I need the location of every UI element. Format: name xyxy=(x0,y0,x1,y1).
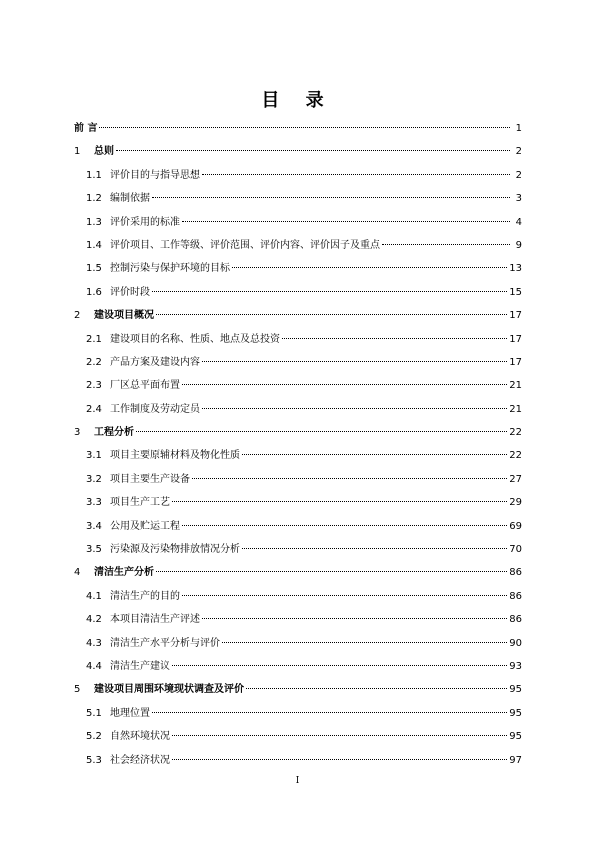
toc-entry-page: 29 xyxy=(509,497,522,509)
toc-subsection-entry[interactable] xyxy=(74,725,522,748)
toc-entry-page: 70 xyxy=(509,544,522,556)
dot-leader xyxy=(182,525,507,526)
toc-entry-page: 2 xyxy=(515,146,522,158)
toc-entry-number: 1.1 xyxy=(86,169,102,181)
dot-leader xyxy=(172,501,507,502)
toc-entry-page: 95 xyxy=(509,684,522,696)
toc-entry-page: 1 xyxy=(515,123,522,134)
toc-entry-title: 建设项目概况 xyxy=(94,310,154,322)
toc-entry-title: 社会经济状况 xyxy=(110,754,170,766)
toc-entry-number: 1.5 xyxy=(86,263,102,275)
toc-chapter-entry[interactable] xyxy=(74,678,522,701)
toc-entry-page: 2 xyxy=(515,169,522,181)
dot-leader xyxy=(282,338,507,339)
toc-chapter-entry[interactable] xyxy=(74,304,522,327)
dot-leader xyxy=(202,361,507,362)
toc-entry-number: 3.2 xyxy=(86,473,102,485)
toc-entry-title: 工程分析 xyxy=(94,427,134,439)
toc-entry-page: 17 xyxy=(509,310,522,322)
dot-leader xyxy=(182,595,507,596)
toc-entry-number: 1.3 xyxy=(86,216,102,228)
dot-leader xyxy=(152,712,507,713)
toc-subsection-entry[interactable] xyxy=(74,655,522,678)
toc-entry-title: 厂区总平面布置 xyxy=(110,380,180,392)
dot-leader xyxy=(232,267,507,268)
toc-entry-page: 95 xyxy=(509,731,522,743)
toc-entry-number: 2.1 xyxy=(86,333,102,345)
toc-entry-title: 污染源及污染物排放情况分析 xyxy=(110,544,240,556)
toc-entry-page: 15 xyxy=(509,286,522,298)
toc-subsection-entry[interactable] xyxy=(74,398,522,421)
toc-entry-number: 4.2 xyxy=(86,614,102,626)
dot-leader xyxy=(116,150,510,151)
toc-chapter-entry[interactable] xyxy=(74,140,522,163)
dot-leader xyxy=(242,548,507,549)
toc-subsection-entry[interactable] xyxy=(74,585,522,608)
toc-entry-page: 21 xyxy=(509,380,522,392)
toc-entry-title: 编制依据 xyxy=(110,193,150,205)
toc-entry-title: 前 言 xyxy=(74,123,98,134)
toc-entry-number: 5 xyxy=(74,684,81,696)
toc-entry-page: 86 xyxy=(509,614,522,626)
dot-leader xyxy=(182,384,507,385)
dot-leader xyxy=(156,314,507,315)
toc-subsection-entry[interactable] xyxy=(74,515,522,538)
toc-entry-title: 清洁生产水平分析与评价 xyxy=(110,637,220,649)
toc-entry-page: 3 xyxy=(515,193,522,205)
dot-leader xyxy=(202,408,507,409)
dot-leader xyxy=(202,618,507,619)
toc-entry-page: 22 xyxy=(509,450,522,462)
toc-entry-title: 评价项目、工作等级、评价范围、评价内容、评价因子及重点 xyxy=(110,239,380,251)
toc-entry-number: 1.4 xyxy=(86,239,102,251)
toc-entry-title: 评价采用的标准 xyxy=(110,216,180,228)
toc-entry-number: 5.1 xyxy=(86,707,102,719)
toc-entry-title: 总则 xyxy=(94,146,114,158)
toc-entry-number: 1.2 xyxy=(86,193,102,205)
toc-entry-number: 1 xyxy=(74,146,81,158)
toc-entry-number: 5.3 xyxy=(86,754,102,766)
toc-chapter-entry[interactable] xyxy=(74,421,522,444)
toc-subsection-entry[interactable] xyxy=(74,632,522,655)
page-number: I xyxy=(295,776,300,786)
toc-entry-number: 2 xyxy=(74,310,81,322)
toc-entry-title: 项目主要原辅材料及物化性质 xyxy=(110,450,240,462)
toc-subsection-entry[interactable] xyxy=(74,328,522,351)
toc-entry-title: 建设项目的名称、性质、地点及总投资 xyxy=(110,333,280,345)
toc-entry-page: 93 xyxy=(509,660,522,672)
toc-entry-title: 工作制度及劳动定员 xyxy=(110,403,200,415)
dot-leader xyxy=(222,642,507,643)
toc-subsection-entry[interactable] xyxy=(74,538,522,561)
toc-entry-number: 3.3 xyxy=(86,497,102,509)
toc-entry-title: 评价目的与指导思想 xyxy=(110,169,200,181)
toc-subsection-entry[interactable] xyxy=(74,468,522,491)
dot-leader xyxy=(192,478,507,479)
toc-entry-number: 4 xyxy=(74,567,81,579)
toc-entry-number: 3.1 xyxy=(86,450,102,462)
toc-entry-number: 4.4 xyxy=(86,660,102,672)
toc-entry-page: 86 xyxy=(509,567,522,579)
table-of-contents xyxy=(74,117,522,772)
toc-entry-number: 1.6 xyxy=(86,286,102,298)
toc-entry-title: 地理位置 xyxy=(110,707,150,719)
toc-entry-page: 90 xyxy=(509,637,522,649)
toc-entry-title: 清洁生产建议 xyxy=(110,660,170,672)
toc-entry-number: 5.2 xyxy=(86,731,102,743)
toc-subsection-entry[interactable] xyxy=(74,374,522,397)
toc-entry-page: 27 xyxy=(509,473,522,485)
toc-entry-number: 3 xyxy=(74,427,81,439)
toc-subsection-entry[interactable] xyxy=(74,211,522,234)
toc-entry-page: 86 xyxy=(509,590,522,602)
toc-entry-number: 2.2 xyxy=(86,356,102,368)
toc-chapter-entry[interactable] xyxy=(74,117,522,140)
toc-entry-number: 3.4 xyxy=(86,520,102,532)
toc-subsection-entry[interactable] xyxy=(74,187,522,210)
toc-entry-title: 控制污染与保护环境的目标 xyxy=(110,263,230,275)
toc-subsection-entry[interactable] xyxy=(74,702,522,725)
toc-entry-page: 13 xyxy=(509,263,522,275)
toc-subsection-entry[interactable] xyxy=(74,257,522,280)
toc-subsection-entry[interactable] xyxy=(74,281,522,304)
toc-subsection-entry[interactable] xyxy=(74,351,522,374)
dot-leader xyxy=(202,174,510,175)
toc-entry-number: 4.3 xyxy=(86,637,102,649)
dot-leader xyxy=(382,244,510,245)
toc-subsection-entry[interactable] xyxy=(74,749,522,772)
toc-subsection-entry[interactable] xyxy=(74,608,522,631)
toc-entry-page: 17 xyxy=(509,356,522,368)
toc-entry-page: 69 xyxy=(509,520,522,532)
dot-leader xyxy=(182,221,510,222)
toc-entry-title: 评价时段 xyxy=(110,286,150,298)
page-title: 目 录 xyxy=(261,90,334,111)
toc-entry-page: 95 xyxy=(509,707,522,719)
toc-entry-page: 22 xyxy=(509,427,522,439)
dot-leader xyxy=(246,688,507,689)
toc-entry-title: 清洁生产的目的 xyxy=(110,590,180,602)
dot-leader xyxy=(172,665,507,666)
dot-leader xyxy=(99,127,510,128)
toc-entry-title: 清洁生产分析 xyxy=(94,567,154,579)
toc-chapter-entry[interactable] xyxy=(74,561,522,584)
toc-subsection-entry[interactable] xyxy=(74,164,522,187)
dot-leader xyxy=(172,759,507,760)
toc-entry-title: 本项目清洁生产评述 xyxy=(110,614,200,626)
toc-entry-title: 自然环境状况 xyxy=(110,731,170,743)
toc-entry-page: 4 xyxy=(515,216,522,228)
toc-entry-page: 21 xyxy=(509,403,522,415)
toc-entry-page: 97 xyxy=(509,754,522,766)
toc-entry-number: 3.5 xyxy=(86,544,102,556)
dot-leader xyxy=(152,291,507,292)
dot-leader xyxy=(156,571,507,572)
toc-entry-title: 公用及贮运工程 xyxy=(110,520,180,532)
toc-entry-number: 4.1 xyxy=(86,590,102,602)
toc-entry-number: 2.4 xyxy=(86,403,102,415)
toc-subsection-entry[interactable] xyxy=(74,234,522,257)
toc-entry-title: 项目生产工艺 xyxy=(110,497,170,509)
toc-entry-title: 项目主要生产设备 xyxy=(110,473,190,485)
dot-leader xyxy=(152,197,510,198)
toc-entry-title: 产品方案及建设内容 xyxy=(110,356,200,368)
toc-subsection-entry[interactable] xyxy=(74,444,522,467)
toc-entry-title: 建设项目周围环境现状调查及评价 xyxy=(94,684,244,696)
toc-entry-number: 2.3 xyxy=(86,380,102,392)
toc-entry-page: 9 xyxy=(515,239,522,251)
toc-subsection-entry[interactable] xyxy=(74,491,522,514)
dot-leader xyxy=(172,735,507,736)
toc-entry-page: 17 xyxy=(509,333,522,345)
dot-leader xyxy=(136,431,507,432)
dot-leader xyxy=(242,454,507,455)
